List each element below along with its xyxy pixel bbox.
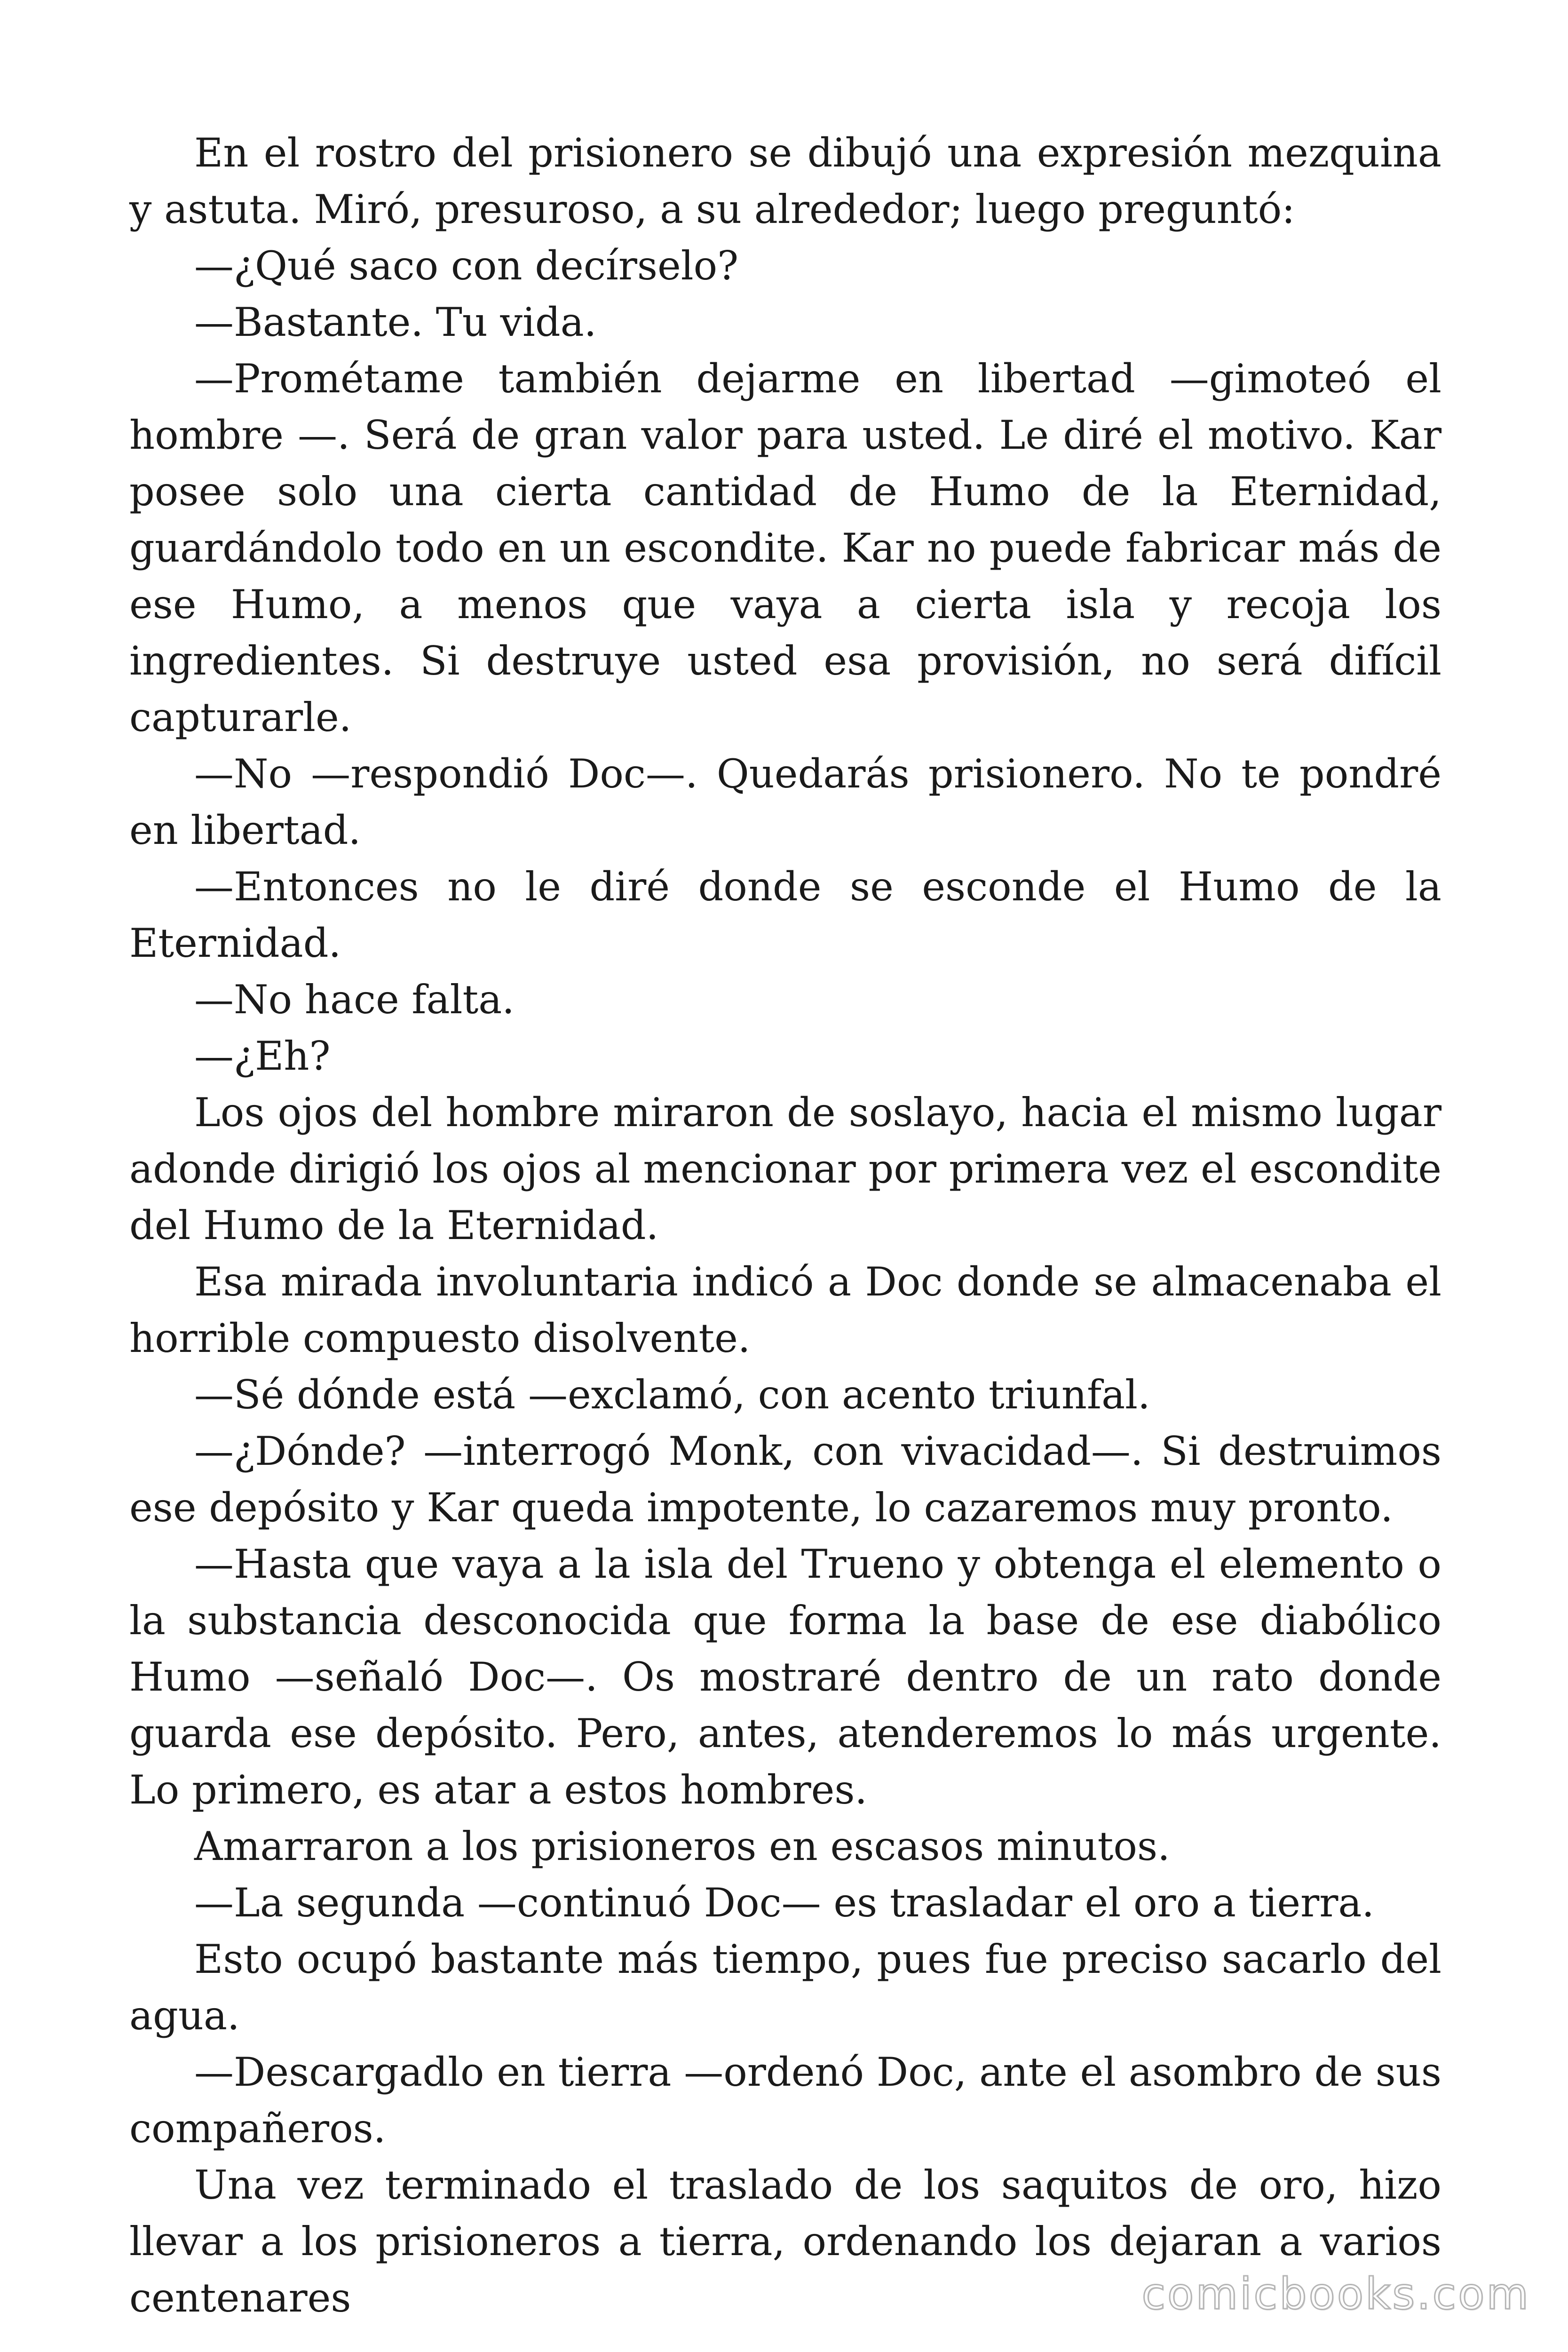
paragraph: —Descargadlo en tierra —ordenó Doc, ante el asombro de sus compañeros. (129, 2049, 1441, 2152)
paragraph: —Sé dónde está —exclamó, con acento triunfal. (194, 1372, 1150, 1418)
paragraph: —Hasta que vaya a la isla del Trueno y obtenga el elemento o la substancia desconocida que forma la base de ese diabólico Humo —señaló Doc—. Os mostraré dentro de un rato donde guarda ese depósito. Pero, antes, atenderemos lo más urgente. Lo primero, es atar a estos hombres. (129, 1541, 1441, 1813)
paragraph: En el rostro del prisionero se dibujó una expresión mezquina y astuta. Miró, presuroso, a su alrededor; luego preguntó: (129, 130, 1441, 232)
paragraph: —¿Qué saco con decírselo? (194, 243, 739, 289)
paragraph: —Entonces no le diré donde se esconde el Humo de la Eternidad. (129, 864, 1441, 966)
page-text (129, 125, 1441, 2326)
paragraph: —Prométame también dejarme en libertad —gimoteó el hombre —. Será de gran valor para usted. Le diré el motivo. Kar posee solo una cierta cantidad de Humo de la Eternidad, guardándolo todo en un escondite. Kar no puede fabricar más de ese Humo, a menos que vaya a cierta isla y recoja los ingredientes. Si destruye usted esa provisión, no será difícil capturarle. (129, 356, 1441, 740)
paragraph: —No hace falta. (194, 977, 515, 1023)
paragraph: —La segunda —continuó Doc— es trasladar el oro a tierra. (194, 1880, 1375, 1926)
paragraph: —No —respondió Doc—. Quedarás prisionero. No te pondré en libertad. (129, 751, 1441, 853)
paragraph: Amarraron a los prisioneros en escasos minutos. (194, 1823, 1170, 1869)
paragraph: Esa mirada involuntaria indicó a Doc donde se almacenaba el horrible compuesto disolvente. (129, 1259, 1441, 1361)
paragraph: Esto ocupó bastante más tiempo, pues fue preciso sacarlo del agua. (129, 1936, 1441, 2039)
paragraph: Los ojos del hombre miraron de soslayo, hacia el mismo lugar adonde dirigió los ojos al mencionar por primera vez el escondite del Humo de la Eternidad. (129, 1089, 1441, 1248)
paragraph: Una vez terminado el traslado de los saquitos de oro, hizo llevar a los prisioneros a tierra, ordenando los dejaran a varios centenares (129, 2162, 1441, 2321)
paragraph: —¿Dónde? —interrogó Monk, con vivacidad—. Si destruimos ese depósito y Kar queda impotente, lo cazaremos muy pronto. (129, 1428, 1441, 1531)
watermark: comicbooks.com (1141, 2269, 1530, 2319)
paragraph: —Bastante. Tu vida. (194, 299, 597, 345)
paragraph: —¿Eh? (194, 1033, 331, 1079)
